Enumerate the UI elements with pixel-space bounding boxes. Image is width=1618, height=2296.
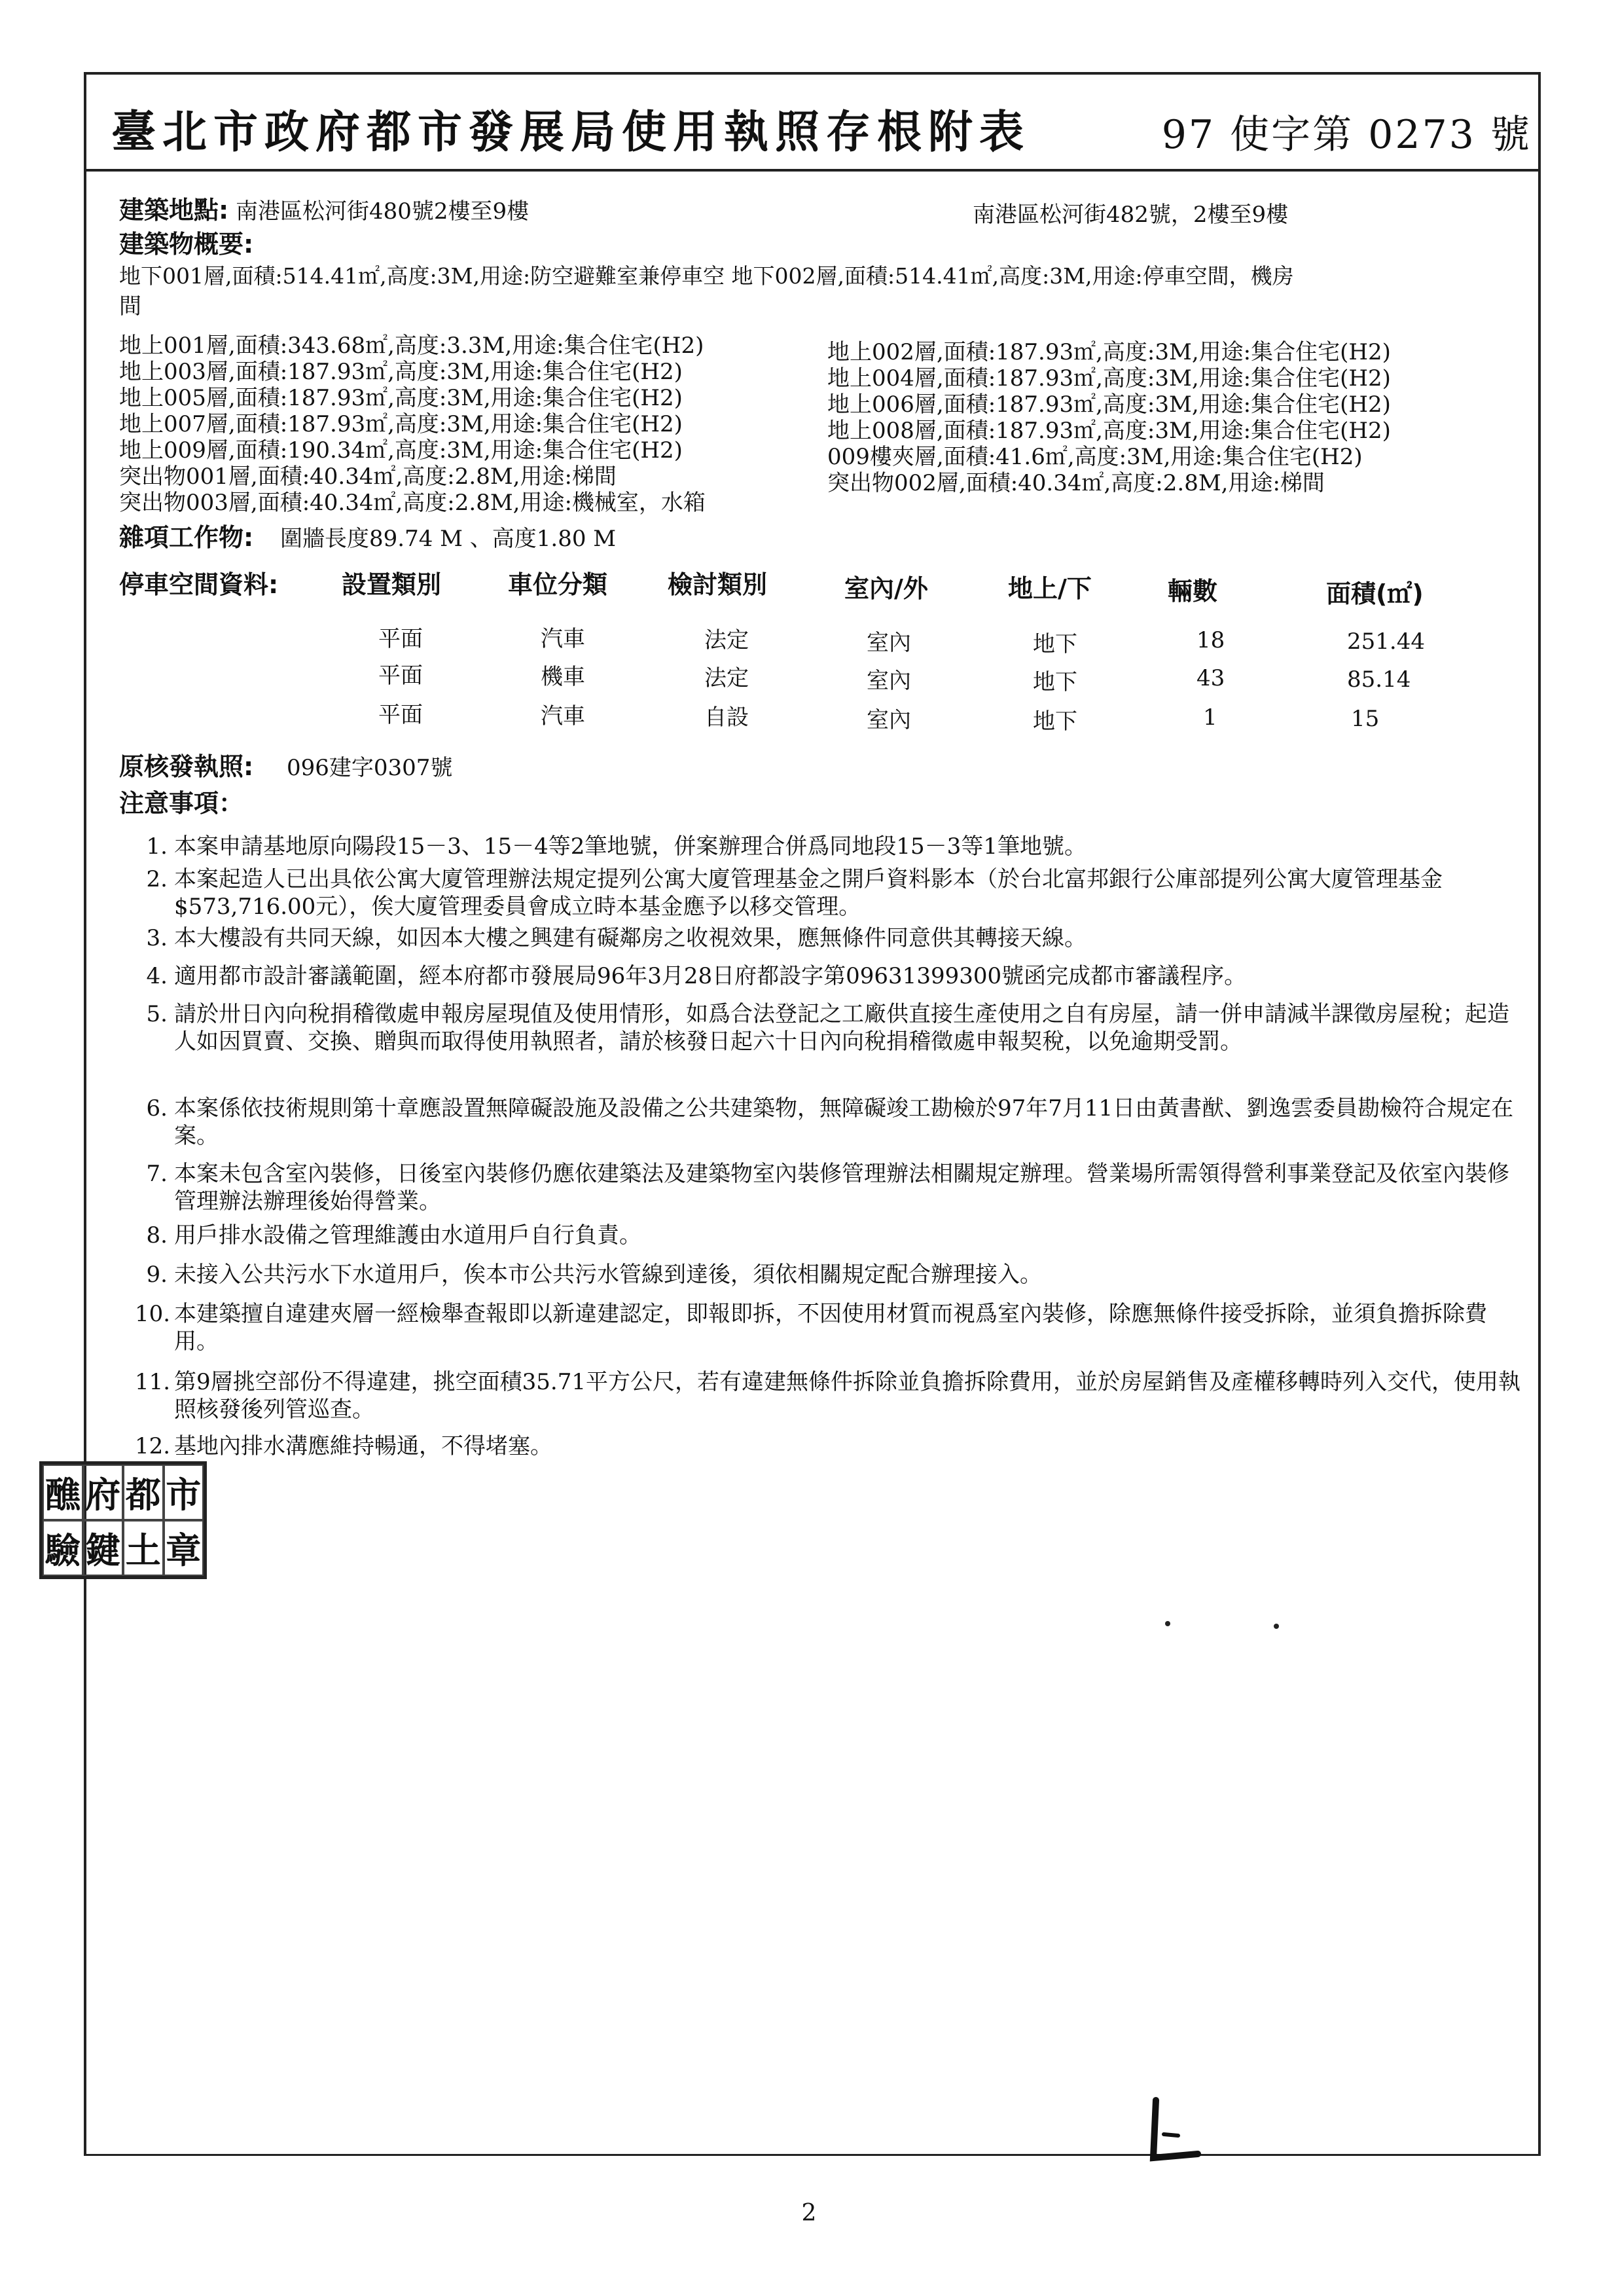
site-label: 建築地點: [119, 196, 229, 225]
original-permit-label: 原核發執照: [119, 752, 254, 781]
notes-label: 注意事項： [119, 789, 244, 818]
note-item: 12. 基地內排水溝應維持暢通，不得堵塞。 [135, 1433, 552, 1459]
note-item: 2. 本案起造人已出具依公寓大廈管理辦法規定提列公寓大廈管理基金之開戶資料影本（於台北富邦銀行公庫部提列公寓大廈管理基金$573,716.00元），俟大廈管理委員會成立時本基金應予以移交管理。 [146, 866, 1443, 920]
site-row [119, 190, 529, 226]
parking-cell: 43 [1196, 665, 1225, 691]
overview-floor-right: 突出物002層,面積:40.34㎡,高度:2.8M,用途:梯間 [827, 470, 1325, 496]
handwritten-signature-mark [1138, 2095, 1210, 2174]
seal-char: 府 [83, 1465, 124, 1520]
overview-floor-right: 地上006層,面積:187.93㎡,高度:3M,用途:集合住宅(H2) [827, 392, 1391, 418]
parking-cell: 地下 [1033, 669, 1077, 695]
parking-cell: 室內 [867, 630, 911, 656]
overview-floor-right: 地上008層,面積:187.93㎡,高度:3M,用途:集合住宅(H2) [827, 418, 1391, 444]
parking-cell: 汽車 [541, 626, 585, 652]
parking-cell: 汽車 [541, 703, 585, 729]
parking-header: 面積(㎡) [1326, 579, 1424, 608]
parking-cell: 自設 [704, 704, 749, 731]
overview-floor-right: 009樓夾層,面積:41.6㎡,高度:3M,用途:集合住宅(H2) [827, 444, 1363, 470]
overview-label: 建築物概要: [119, 230, 254, 259]
seal-char: 鍵 [83, 1520, 124, 1576]
parking-cell: 法定 [704, 627, 749, 653]
parking-cell: 室內 [867, 707, 911, 733]
misc-value: 圍牆長度89.74 M 、高度1.80 M [280, 526, 617, 552]
site-address-1: 南港區松河街480號2樓至9樓 [236, 198, 530, 225]
seal-char: 市 [164, 1465, 204, 1520]
parking-cell: 15 [1351, 706, 1380, 732]
note-item: 4. 適用都市設計審議範圍，經本府都市發展局96年3月28日府都設字第09631399300號函完成都市審議程序。 [146, 963, 1247, 989]
scan-speck [1274, 1624, 1279, 1629]
overview-floor-left: 地上001層,面積:343.68㎡,高度:3.3M,用途:集合住宅(H2) [119, 333, 704, 359]
parking-label: 停車空間資料: [119, 570, 279, 599]
seal-char: 章 [164, 1520, 204, 1576]
overview-floor-left: 地上005層,面積:187.93㎡,高度:3M,用途:集合住宅(H2) [119, 385, 683, 411]
overview-floor-left: 地上003層,面積:187.93㎡,高度:3M,用途:集合住宅(H2) [119, 359, 683, 385]
parking-cell: 機車 [541, 664, 585, 690]
parking-cell: 85.14 [1347, 666, 1411, 693]
note-item: 10. 本建築擅自違建夾層一經檢舉查報即以新違建認定，即報即拆，不因使用材質而視爲室內裝修，除應無條件接受拆除，並須負擔拆除費用。 [135, 1301, 1487, 1355]
seal-char: 都 [123, 1465, 164, 1520]
overview-floor-left: 突出物003層,面積:40.34㎡,高度:2.8M,用途:機械室，水箱 [119, 490, 706, 516]
overview-floor-left: 突出物001層,面積:40.34㎡,高度:2.8M,用途:梯間 [119, 464, 617, 490]
seal-char: 驗 [43, 1520, 83, 1576]
parking-header: 地上/下 [1008, 574, 1092, 603]
parking-header: 設置類別 [342, 570, 442, 599]
page-number: 2 [801, 2200, 817, 2227]
official-seal-stamp [39, 1461, 207, 1579]
scan-speck [1165, 1621, 1170, 1626]
header-divider [84, 169, 1541, 172]
seal-char: 醮 [43, 1465, 83, 1520]
original-permit-row [119, 746, 452, 782]
parking-cell: 地下 [1033, 631, 1077, 657]
note-item: 8. 用戶排水設備之管理維護由水道用戶自行負責。 [146, 1222, 641, 1248]
parking-cell: 18 [1196, 627, 1225, 653]
parking-cell: 平面 [378, 702, 423, 728]
note-item: 6. 本案係依技術規則第十章應設置無障礙設施及設備之公共建築物，無障礙竣工勘檢於97年7月11日由黃書猷、劉逸雲委員勘檢符合規定在案。 [146, 1095, 1514, 1149]
note-item: 1. 本案申請基地原向陽段15－3、15－4等2筆地號，併案辦理合併爲同地段15－3等1筆地號。 [146, 833, 1087, 860]
overview-basement-line-2: 間 [119, 293, 141, 319]
overview-floor-right: 地上004層,面積:187.93㎡,高度:3M,用途:集合住宅(H2) [827, 365, 1391, 392]
parking-header: 車位分類 [508, 570, 608, 599]
overview-floor-left: 地上007層,面積:187.93㎡,高度:3M,用途:集合住宅(H2) [119, 411, 683, 437]
overview-floor-left: 地上009層,面積:190.34㎡,高度:3M,用途:集合住宅(H2) [119, 437, 683, 464]
parking-cell: 室內 [867, 668, 911, 694]
seal-char: 土 [123, 1520, 164, 1576]
parking-cell: 1 [1203, 704, 1217, 731]
note-item: 5. 請於卅日內向稅捐稽徵處申報房屋現值及使用情形，如爲合法登記之工廠供直接生產使用之自有房屋，請一併申請減半課徵房屋稅；起造人如因買賣、交換、贈與而取得使用執照者，請於核發日起六十日內向稅捐稽徵處申報契稅，以免逾期受罰。 [146, 1001, 1509, 1055]
note-item: 3. 本大樓設有共同天線，如因本大樓之興建有礙鄰房之收視效果，應無條件同意供其轉接天線。 [146, 925, 1087, 951]
parking-header: 室內/外 [844, 574, 928, 603]
site-address-2: 南港區松河街482號，2樓至9樓 [973, 202, 1289, 228]
parking-header: 檢討類別 [668, 570, 768, 599]
original-permit-value: 096建字0307號 [287, 755, 453, 781]
notes-label-row [119, 783, 243, 819]
parking-cell: 平面 [378, 663, 423, 689]
misc-row [119, 517, 616, 553]
note-item: 9. 未接入公共污水下水道用戶，俟本市公共污水管線到達後，須依相關規定配合辦理接入。 [146, 1262, 1042, 1288]
parking-cell: 251.44 [1347, 629, 1425, 655]
note-item: 11. 第9層挑空部份不得違建，挑空面積35.71平方公尺，若有違建無條件拆除並負擔拆除費用，並於房屋銷售及產權移轉時列入交代，使用執照核發後列管巡查。 [135, 1369, 1520, 1423]
parking-cell: 地下 [1033, 708, 1077, 735]
overview-floor-right: 地上002層,面積:187.93㎡,高度:3M,用途:集合住宅(H2) [827, 339, 1391, 365]
parking-cell: 平面 [378, 626, 423, 652]
document-title: 臺北市政府都市發展局使用執照存根附表 [111, 106, 1031, 158]
parking-cell: 法定 [704, 665, 749, 691]
misc-label: 雜項工作物: [119, 523, 254, 552]
permit-number: 97 使字第 0273 號 [1161, 112, 1532, 158]
note-item: 7. 本案未包含室內裝修，日後室內裝修仍應依建築法及建築物室內裝修管理辦法相關規定辦理。營業場所需領得營利事業登記及依室內裝修管理辦法辦理後始得營業。 [146, 1161, 1509, 1214]
overview-basement-line: 地下001層,面積:514.41㎡,高度:3M,用途:防空避難室兼停車空 地下002層,面積:514.41㎡,高度:3M,用途:停車空間，機房 [119, 263, 1294, 289]
parking-header: 輛數 [1168, 577, 1218, 606]
